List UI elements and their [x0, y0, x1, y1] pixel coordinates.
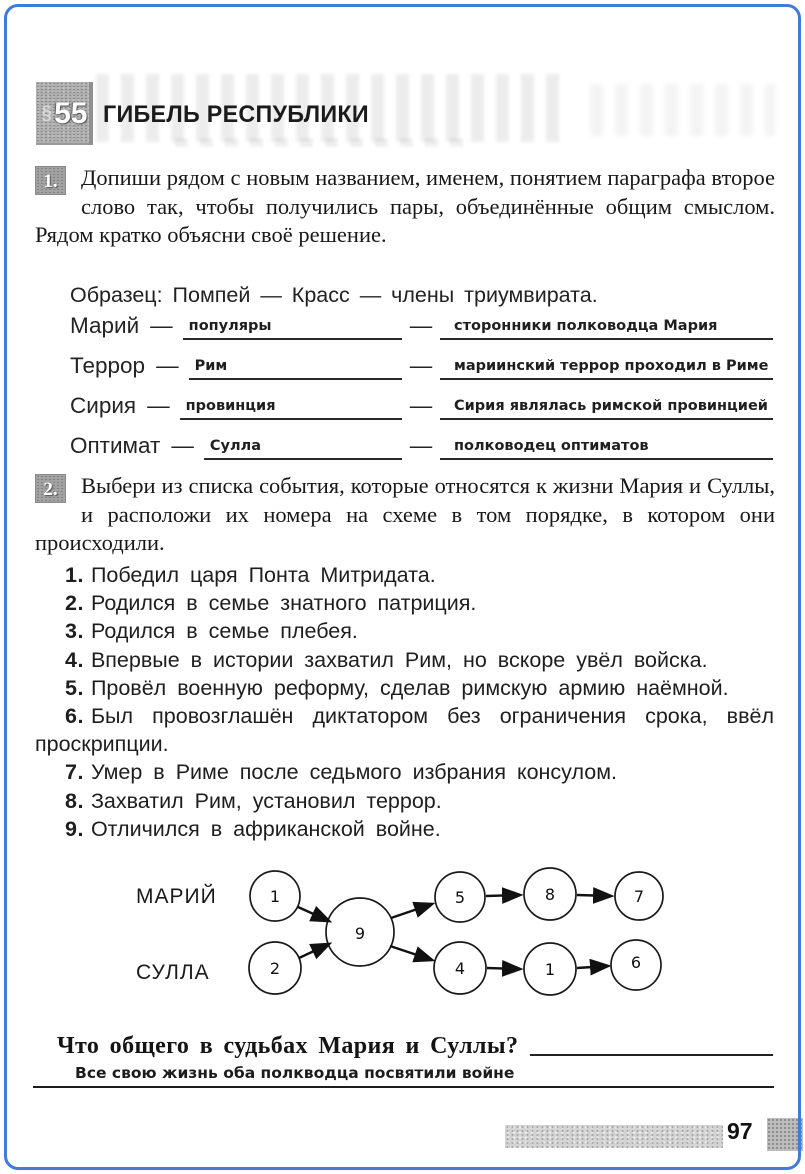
list-item — [35, 561, 774, 589]
section-number: 55 — [54, 96, 88, 130]
event-number: 6. — [65, 704, 84, 729]
handwritten-answer: Все свою жизнь оба полкводца посвятили войне — [75, 1064, 515, 1082]
pair-term: Марий — [70, 313, 140, 338]
list-item — [35, 787, 774, 815]
event-list — [35, 561, 774, 843]
answer-blank-word — [204, 430, 402, 460]
dash: — — [156, 353, 179, 378]
page-number: 97 — [727, 1118, 753, 1144]
list-item — [35, 702, 774, 758]
dash: — — [409, 433, 433, 458]
event-text: Был провозглашён диктатором без ограничения срока, ввёл проскрипции. — [35, 704, 774, 757]
scan-watermark — [175, 138, 465, 147]
pair-term: Сирия — [70, 393, 137, 418]
node-value: 2 — [269, 959, 281, 978]
dash: — — [409, 353, 433, 378]
pair-term: Оптимат — [70, 433, 161, 458]
answer-blank-word — [189, 350, 402, 380]
node-value: 7 — [633, 887, 645, 906]
corner-scan-noise — [767, 1118, 803, 1151]
event-number: 8. — [65, 788, 84, 813]
list-item — [35, 758, 774, 786]
dash: — — [171, 433, 194, 458]
dash: — — [409, 393, 433, 418]
handwritten-answer: мариинский террор проходил в Риме — [454, 358, 769, 374]
handwritten-answer: полководец оптиматов — [454, 438, 649, 454]
list-item — [35, 674, 774, 702]
event-text: Впервые в истории захватил Рим, но вскоре увёл войска. — [90, 647, 708, 672]
event-number: 1. — [65, 563, 84, 587]
answer-blank-explanation — [440, 310, 773, 340]
scan-watermark — [590, 84, 775, 136]
events-flow-diagram — [112, 854, 740, 1024]
node-value: 1 — [544, 960, 556, 979]
event-number: 5. — [65, 675, 84, 700]
list-item — [35, 589, 774, 617]
list-item — [35, 815, 774, 843]
event-number: 7. — [65, 760, 84, 785]
event-number: 9. — [65, 816, 84, 841]
event-text: Родился в семье плебея. — [90, 619, 358, 644]
list-item — [35, 646, 774, 674]
node-value: 1 — [269, 887, 281, 906]
diagram-label-sulla: СУЛЛА — [136, 961, 210, 984]
answer-blank-word — [183, 310, 402, 340]
diagram-arrow — [298, 907, 329, 921]
handwritten-answer: провинция — [185, 398, 276, 414]
event-text: Родился в семье знатного патриция. — [90, 591, 477, 616]
answer-line — [33, 1056, 774, 1088]
footer-scan-noise — [505, 1125, 723, 1148]
node-value: 8 — [544, 885, 556, 904]
node-value: 4 — [454, 959, 466, 978]
task1-badge: 1. — [35, 166, 66, 195]
task1-instruction — [35, 164, 775, 250]
dash: — — [147, 393, 170, 418]
event-text: Победил царя Понта Митридата. — [90, 563, 436, 587]
answer-blank-explanation — [440, 430, 773, 460]
task1-instruction-text: Допиши рядом с новым названием, именем, понятием параграфа второе слово так, чтобы получились пары, объединённые общим смыслом. Рядом кратко объясни своё решение. — [35, 165, 775, 248]
diagram-arrow — [391, 904, 432, 918]
task2-badge: 2. — [35, 474, 66, 503]
question-text: Что общего в судьбах Мария и Суллы? — [57, 1033, 519, 1059]
handwritten-answer: Сирия являлась римской провинцией — [454, 398, 768, 414]
handwritten-answer: Сулла — [209, 438, 261, 454]
answer-blank-line — [530, 1033, 773, 1056]
node-value: 6 — [630, 953, 642, 972]
pair-row — [70, 300, 773, 340]
diagram-arrow — [486, 895, 520, 896]
diagram-arrow — [577, 966, 608, 968]
dash: — — [150, 313, 173, 338]
diagram-arrow — [299, 944, 329, 958]
diagram-arrow — [577, 895, 611, 896]
node-value: 5 — [454, 888, 466, 907]
event-number: 2. — [65, 591, 84, 616]
page-title: ГИБЕЛЬ РЕСПУБЛИКИ — [103, 101, 369, 128]
section-symbol: § — [41, 102, 53, 124]
dash: — — [409, 313, 433, 338]
diagram-label-marius: МАРИЙ — [136, 885, 217, 908]
diagram-svg — [112, 854, 740, 1024]
answer-blank-explanation — [440, 350, 773, 380]
section-number-box — [36, 82, 93, 145]
event-number: 4. — [65, 647, 84, 672]
pair-row — [70, 340, 773, 380]
node-value: 9 — [354, 924, 366, 943]
event-text: Умер в Риме после седьмого избрания консулом. — [90, 760, 617, 785]
answer-blank-explanation — [440, 390, 773, 420]
event-text: Провёл военную реформу, сделав римскую армию наёмной. — [90, 675, 729, 700]
event-text: Отличился в африканской войне. — [90, 816, 441, 841]
handwritten-answer: сторонники полководца Мария — [454, 318, 718, 334]
answer-blank-word — [180, 390, 402, 420]
pair-row — [70, 380, 773, 420]
diagram-arrow — [390, 946, 432, 960]
event-text: Захватил Рим, установил террор. — [90, 788, 442, 813]
pair-row — [70, 420, 773, 460]
handwritten-answer: популяры — [188, 318, 272, 334]
pair-term: Террор — [70, 353, 146, 378]
task2-instruction-text: Выбери из списка события, которые относятся к жизни Мария и Суллы, и расположи их номера на схеме в том порядке, в котором они происходили. — [35, 473, 775, 556]
task1-example: Образец: Помпей — Красс — члены триумвирата. — [70, 283, 598, 307]
event-number: 3. — [65, 619, 84, 644]
list-item — [35, 617, 774, 645]
handwritten-answer: Рим — [194, 358, 228, 374]
task1-pairs — [70, 300, 773, 460]
task2-instruction — [35, 472, 775, 558]
diagram-arrow — [487, 968, 520, 969]
